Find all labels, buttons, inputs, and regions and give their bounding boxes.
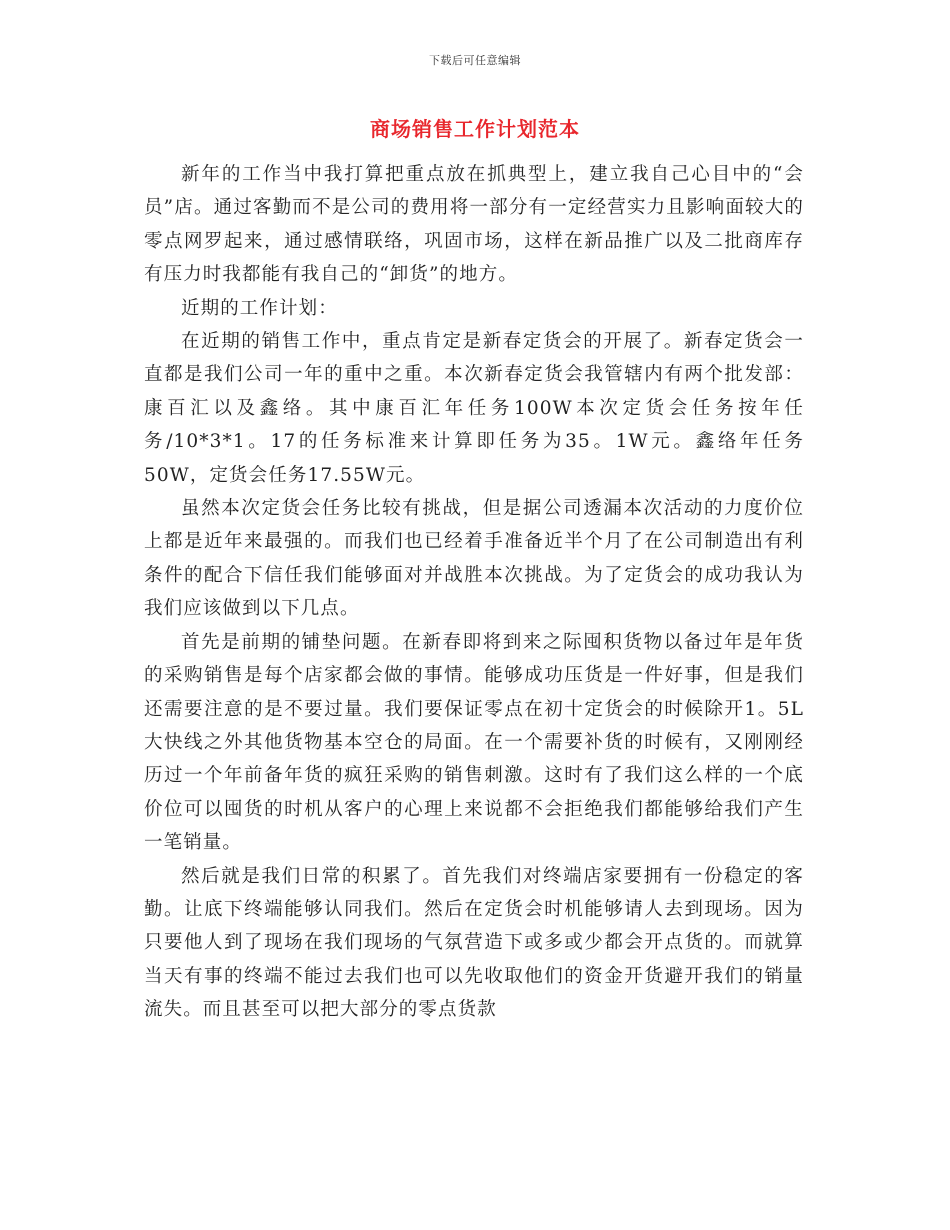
paragraph: 然后就是我们日常的积累了。首先我们对终端店家要拥有一份稳定的客勤。让底下终端能够认同我们。然后在定货会时机能够请人去到现场。因为只要他人到了现场在我们现场的气氛营造下或多或少都会开点货的。而就算当天有事的终端不能过去我们也可以先收取他们的资金开货避开我们的销量流失。而且甚至可以把大部分的零点货款 xyxy=(144,865,804,1021)
paragraph: 虽然本次定货会任务比较有挑战，但是据公司透漏本次活动的力度价位上都是近年来最强的。而我们也已经着手准备近半个月了在公司制造出有利条件的配合下信任我们能够面对并战胜本次挑战。为了定货会的成功我认为我们应该做到以下几点。 xyxy=(144,498,804,620)
header-note: 下载后可任意编辑 xyxy=(429,54,521,67)
paragraph: 近期的工作计划： xyxy=(181,297,338,319)
paragraph: 首先是前期的铺垫问题。在新春即将到来之际囤积货物以备过年是年货的采购销售是每个店家都会做的事情。能够成功压货是一件好事，但是我们还需要注意的是不要过量。我们要保证零点在初十定货会的时候除开1。5L大快线之外其他货物基本空仓的局面。在一个需要补货的时候有，又刚刚经历过一个年前备年货的疯狂采购的销售刺激。这时有了我们这么样的一个底价位可以囤货的时机从客户的心理上来说都不会拒绝我们都能够给我们产生一笔销量。 xyxy=(144,631,804,854)
paragraph: 在近期的销售工作中，重点肯定是新春定货会的开展了。新春定货会一直都是我们公司一年的重中之重。本次新春定货会我管辖内有两个批发部：康百汇以及鑫络。其中康百汇年任务100W本次定货会任务按年任务/10*3*1。17的任务标准来计算即任务为35。1W元。鑫络年任务50W，定货会任务17.55W元。 xyxy=(144,331,804,486)
page-title: 商场销售工作计划范本 xyxy=(370,117,580,141)
paragraph: 新年的工作当中我打算把重点放在抓典型上，建立我自己心目中的“会员”店。通过客勤而不是公司的费用将一部分有一定经营实力且影响面较大的零点网罗起来，通过感情联络，巩固市场，这样在新品推广以及二批商库存有压力时我都能有我自己的“卸货”的地方。 xyxy=(144,164,804,286)
document-body xyxy=(144,158,804,1027)
